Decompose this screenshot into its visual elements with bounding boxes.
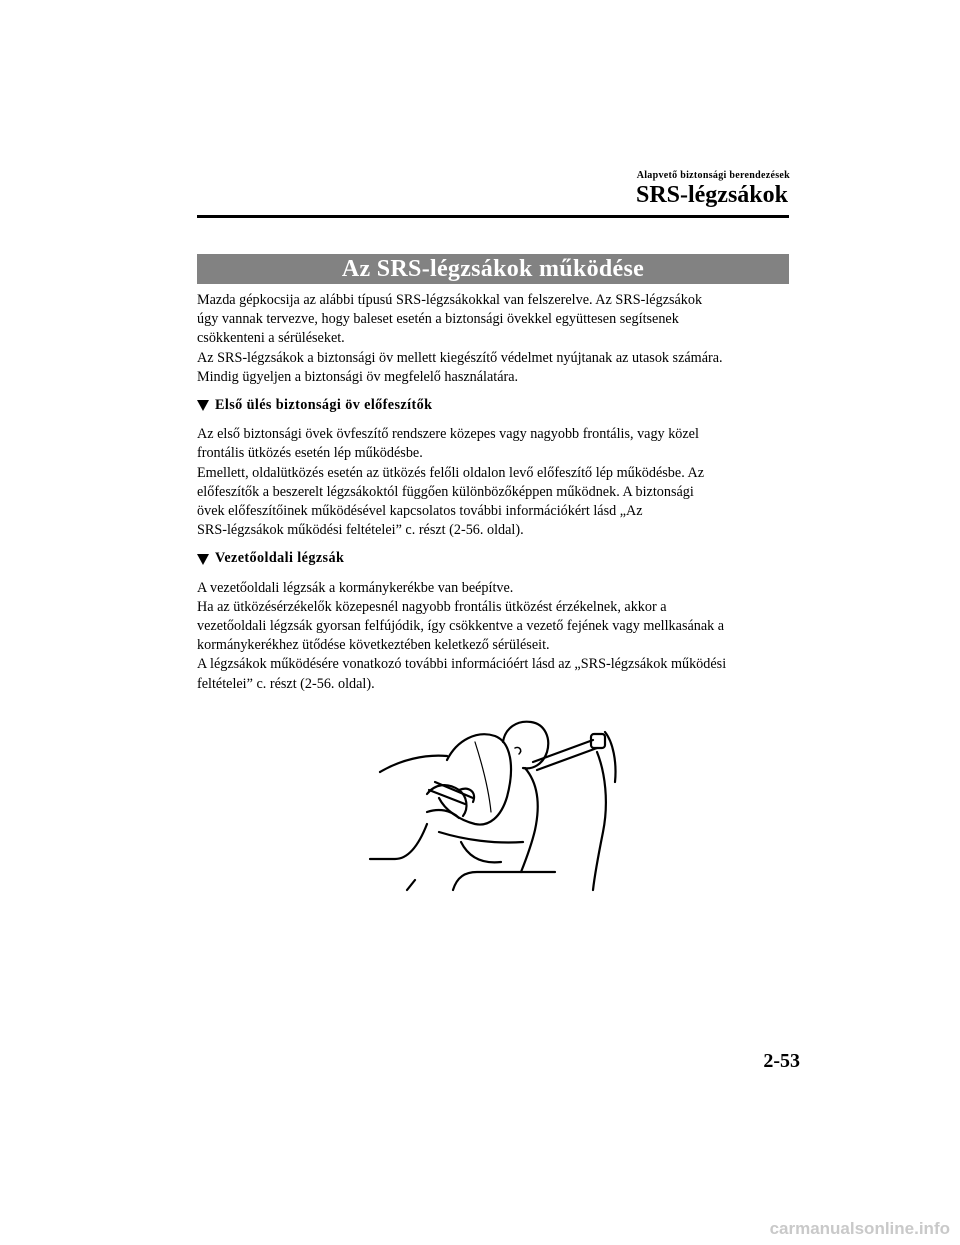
text-line: Az SRS-légzsákok a biztonsági öv mellett kiegészítő védelmet nyújtanak az utasok számára. [197,349,723,366]
text-line: Mindig ügyeljen a biztonsági öv megfelelő használatára. [197,368,519,385]
text-line: vezetőoldali légzsák gyorsan felfújódik, így csökkentve a vezető fejének vagy mellkasának a [197,618,725,635]
driver-airbag-paragraph [197,579,797,694]
subheading-driver-airbag [197,549,797,568]
triangle-bullet-icon [197,554,209,565]
subheading-pretensioners [197,396,797,415]
section-title: SRS-légzsákok [635,182,788,208]
pretensioner-paragraph [197,425,797,540]
text-line: Emellett, oldalütközés esetén az ütközés felőli oldalon levő előfeszítő lép működésbe. Az [197,464,705,481]
intro-paragraph [197,291,797,387]
topic-banner-title: Az SRS-légzsákok működése [341,255,645,282]
text-line: Mazda gépkocsija az alábbi típusú SRS-légzsákokkal van felszerelve. Az SRS-légzsákok [197,292,703,308]
text-line: kormánykerékhez ütődése következtében keletkező sérüléseit. [197,637,550,654]
page-content [197,291,797,694]
topic-banner [197,254,789,284]
text-line: Ha az ütközésérzékelők közepesnél nagyobb frontális ütközést érzékelnek, akkor a [197,598,667,615]
text-line: A vezetőoldali légzsák a kormánykerékbe van beépítve. [197,579,514,596]
text-line: úgy vannak tervezve, hogy baleset esetén a biztonsági övekkel együttesen segítsenek [197,311,679,328]
subheading-text: Első ülés biztonsági öv előfeszítők [215,397,433,414]
text-line: feltételei” c. részt (2-56. oldal). [197,675,375,692]
text-line: csökkenteni a sérüléseket. [197,330,345,347]
driver-airbag-illustration [365,712,620,892]
text-line: SRS-légzsákok működési feltételei” c. részt (2-56. oldal). [197,522,524,539]
page-number: 2-53 [763,1050,800,1072]
subheading-text: Vezetőoldali légzsák [215,550,345,567]
text-line: A légzsákok működésére vonatkozó további információért lásd az „SRS-légzsákok működési [197,656,727,673]
header-divider [197,215,789,218]
text-line: övek előfeszítőinek működésével kapcsolatos további információkért lásd „Az [197,503,643,520]
watermark: carmanualsonline.info [769,1219,950,1238]
triangle-bullet-icon [197,400,209,411]
text-line: Az első biztonsági övek övfeszítő rendszere közepes vagy nagyobb frontális, vagy közel [197,426,699,443]
text-line: előfeszítők a beszerelt légzsákoktól függően különbözőképpen működnek. A biztonsági [197,483,694,500]
text-line: frontális ütközés esetén lép működésbe. [197,445,423,462]
chapter-name: Alapvető biztonsági berendezések [636,170,790,181]
